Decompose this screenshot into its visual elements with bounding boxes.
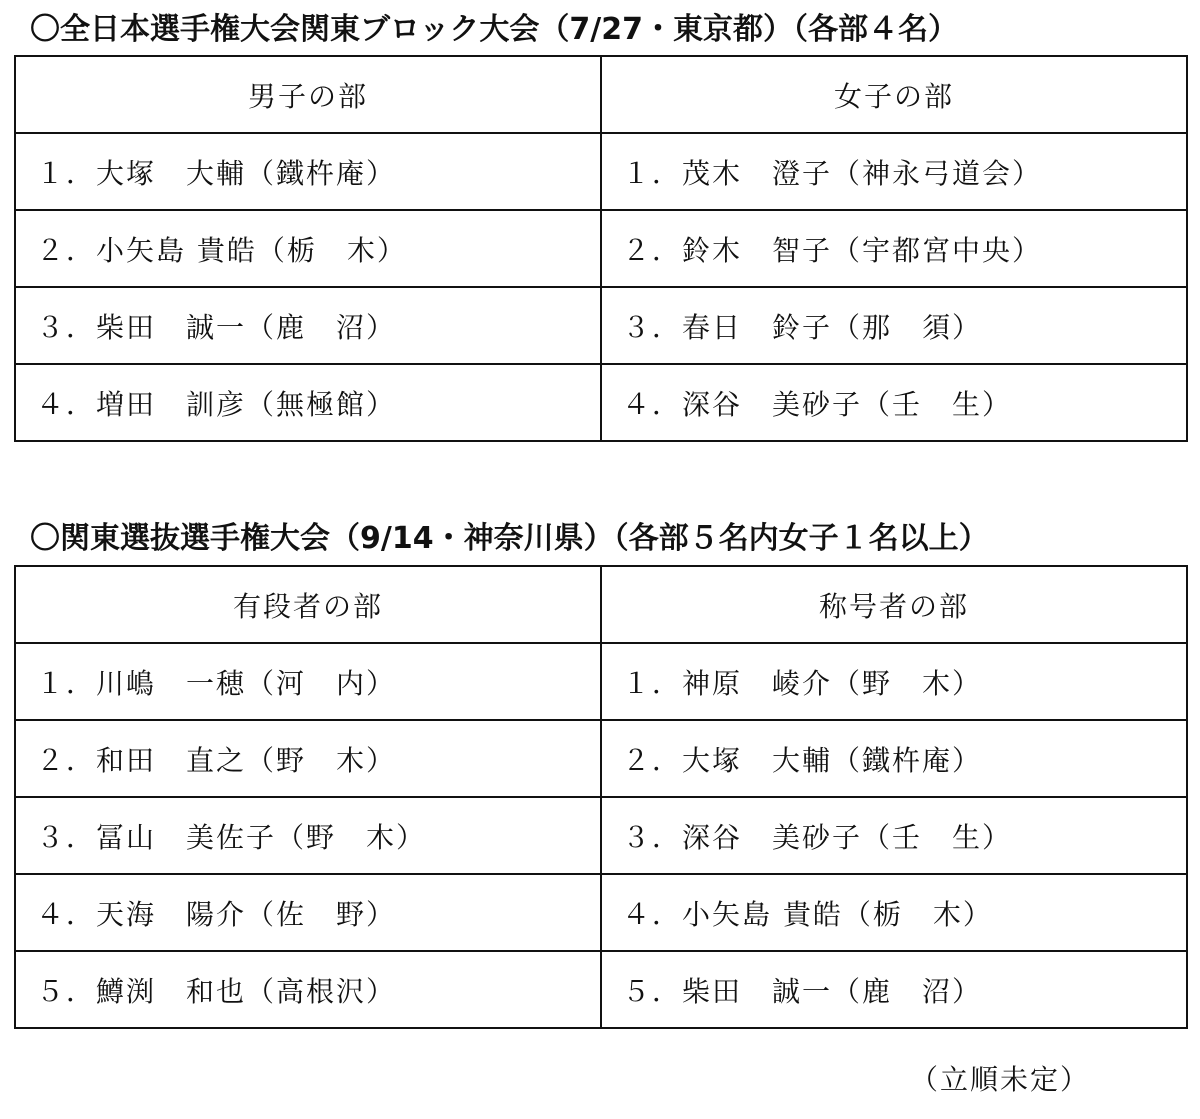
table-row [15, 364, 1187, 441]
entry-cell: １．大塚 大輔（鐵杵庵） [15, 133, 601, 210]
table-row [15, 951, 1187, 1028]
entry-cell: １．川嶋 一穂（河 内） [15, 643, 601, 720]
entry-cell: ３．柴田 誠一（鹿 沼） [15, 287, 601, 364]
table-row [15, 133, 1187, 210]
table-row [15, 797, 1187, 874]
table-row [15, 287, 1187, 364]
column-header-title-holders: 称号者の部 [601, 566, 1187, 643]
entry-cell: ２．和田 直之（野 木） [15, 720, 601, 797]
entry-cell: ４．深谷 美砂子（壬 生） [601, 364, 1187, 441]
table-header-row [15, 566, 1187, 643]
table-header-row [15, 56, 1187, 133]
entry-cell: ５．鱒渕 和也（高根沢） [15, 951, 601, 1028]
table-row [15, 210, 1187, 287]
kanto-block-entry-table [14, 55, 1188, 442]
entry-cell: ５．柴田 誠一（鹿 沼） [601, 951, 1187, 1028]
table-row [15, 720, 1187, 797]
entry-cell: １．神原 崚介（野 木） [601, 643, 1187, 720]
entry-cell: ４．天海 陽介（佐 野） [15, 874, 601, 951]
entry-cell: ３．春日 鈴子（那 須） [601, 287, 1187, 364]
section-title-kanto-selection: 〇関東選抜選手権大会（9/14・神奈川県）（各部５名内女子１名以上） [30, 521, 989, 556]
entry-cell: ２．鈴木 智子（宇都宮中央） [601, 210, 1187, 287]
entry-cell: １．茂木 澄子（神永弓道会） [601, 133, 1187, 210]
entry-cell: ４．増田 訓彦（無極館） [15, 364, 601, 441]
table-row [15, 874, 1187, 951]
entry-cell: ４．小矢島 貴皓（栃 木） [601, 874, 1187, 951]
order-undecided-note: （立順未定） [909, 1063, 1090, 1096]
kanto-selection-entry-table [14, 565, 1188, 1029]
entry-cell: ３．冨山 美佐子（野 木） [15, 797, 601, 874]
section-title-kanto-block: 〇全日本選手権大会関東ブロック大会（7/27・東京都）（各部４名） [30, 12, 958, 47]
column-header-dan-holders: 有段者の部 [15, 566, 601, 643]
entry-cell: ２．小矢島 貴皓（栃 木） [15, 210, 601, 287]
entry-cell: ３．深谷 美砂子（壬 生） [601, 797, 1187, 874]
table-row [15, 643, 1187, 720]
column-header-men: 男子の部 [15, 56, 601, 133]
entry-cell: ２．大塚 大輔（鐵杵庵） [601, 720, 1187, 797]
column-header-women: 女子の部 [601, 56, 1187, 133]
